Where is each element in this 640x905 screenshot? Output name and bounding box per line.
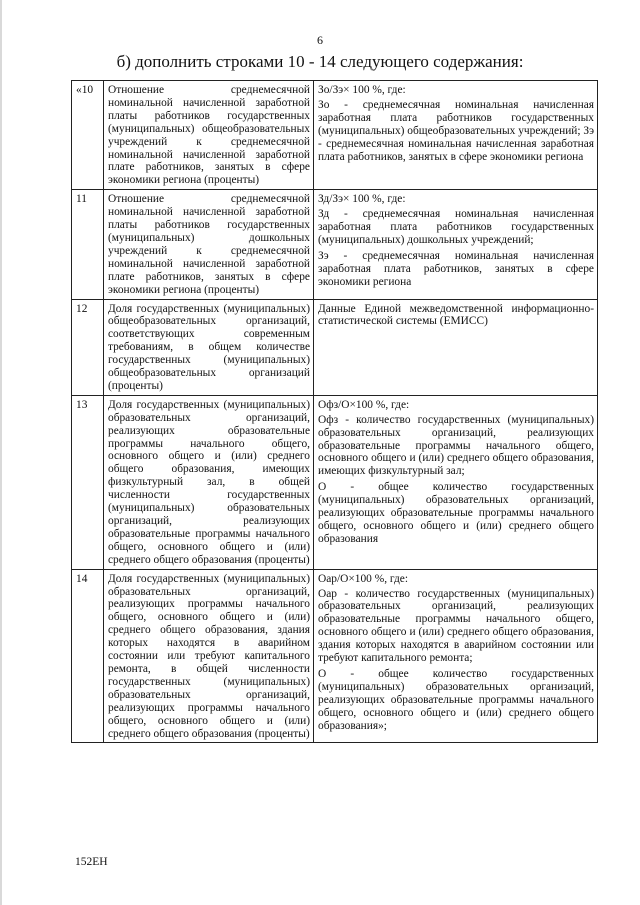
formula-note: Оар - количество государственных (муниципальных) образовательных организаций, реализующих образовательные программы начального общего, основного общего и (или) среднего общего образования, здания которых находятся в аварийном состоянии или требуют капитального ремонта; [318,587,594,665]
formula-text: Офз/О×100 %, где: [318,398,410,411]
calculation-cell [314,395,598,569]
indicator-table [71,80,598,743]
formula-note: О - общее количество государственных (муниципальных) образовательных организаций, реализующих образовательные программы начального общего, основного общего и (или) среднего общего образования»; [318,667,594,732]
table-row [72,190,598,299]
table-row [72,299,598,395]
table-row [72,569,598,743]
table-row [72,81,598,190]
indicator-name: Доля государственных (муниципальных) образовательных организаций, реализующих программы начального общего, основного общего и (или) среднего общего образования, здания которых находятся в аварийном состоянии или требуют капитального ремонта, в общей численности государственных (муниципальных) образовательных организаций, реализующих программы начального общего, основного общего и (или) среднего общего образования (проценты) [104,569,314,743]
formula-text: Зд/Зэ× 100 %, где: [318,193,406,206]
row-number: 12 [72,299,104,395]
row-number: 14 [72,569,104,743]
formula-note: О - общее количество государственных (муниципальных) образовательных организаций, реализующих образовательные программы начального общего, основного общего и (или) среднего общего образования [318,481,594,545]
row-number: «10 [72,81,104,190]
calculation-cell [314,569,598,743]
formula-note: Зэ - среднемесячная номинальная начисленная заработная плата работников, занятых в сфере экономики региона [318,249,594,288]
formula-note: Офз - количество государственных (муниципальных) образовательных организаций, реализующих образовательные программы начального общего, основного общего и (или) среднего общего образования, имеющих физкультурный зал; [318,413,594,478]
formula-text: Оар/О×100 %, где: [318,572,409,585]
calculation-cell [314,81,598,190]
row-number: 11 [72,190,104,299]
scan-edge [0,0,2,905]
page-number: 6 [317,33,323,47]
indicator-name: Доля государственных (муниципальных) общеобразовательных организаций, соответствующих современным требованиям, в общем количестве государственных (муниципальных) общеобразовательных организаций (проценты) [104,299,314,395]
formula-note: Зд - среднемесячная номинальная начисленная заработная плата работников государственных (муниципальных) дошкольных учреждений; [318,208,594,246]
row-number: 13 [72,395,104,569]
indicator-name: Отношение среднемесячной номинальной начисленной заработной платы работников государственных (муниципальных) дошкольных учреждений к среднемесячной номинальной начисленной заработной плате работников, занятых в сфере экономики региона (проценты) [104,190,314,299]
formula-text: Данные Единой межведомственной информационно-статистической системы (ЕМИСС) [318,302,594,328]
indicator-name: Доля государственных (муниципальных) образовательных организаций, реализующих образовательные программы начального общего, основного общего и (или) среднего общего образования, имеющих физкультурный зал, в общей численности государственных (муниципальных) образовательных организаций, реализующих образовательные программы начального общего, основного общего и (или) среднего общего образования (проценты) [104,395,314,569]
formula-note: Зо - среднемесячная номинальная начисленная заработная плата работников государственных (муниципальных) общеобразовательных учреждений; Зэ - среднемесячная номинальная начисленная заработная плата работников, занятых в сфере экономики региона [318,98,594,163]
calculation-cell [314,299,598,395]
page-heading: б) дополнить строками 10 - 14 следующего содержания: [116,52,524,71]
indicator-name: Отношение среднемесячной номинальной начисленной заработной платы работников государственных (муниципальных) общеобразовательных учреждений к среднемесячной номинальной начисленной заработной плате работников, занятых в сфере экономики региона (проценты) [104,81,314,190]
table-row [72,395,598,569]
calculation-cell [314,190,598,299]
document-code: 152ЕН [75,856,108,868]
formula-text: Зо/Зэ× 100 %, где: [318,84,406,96]
